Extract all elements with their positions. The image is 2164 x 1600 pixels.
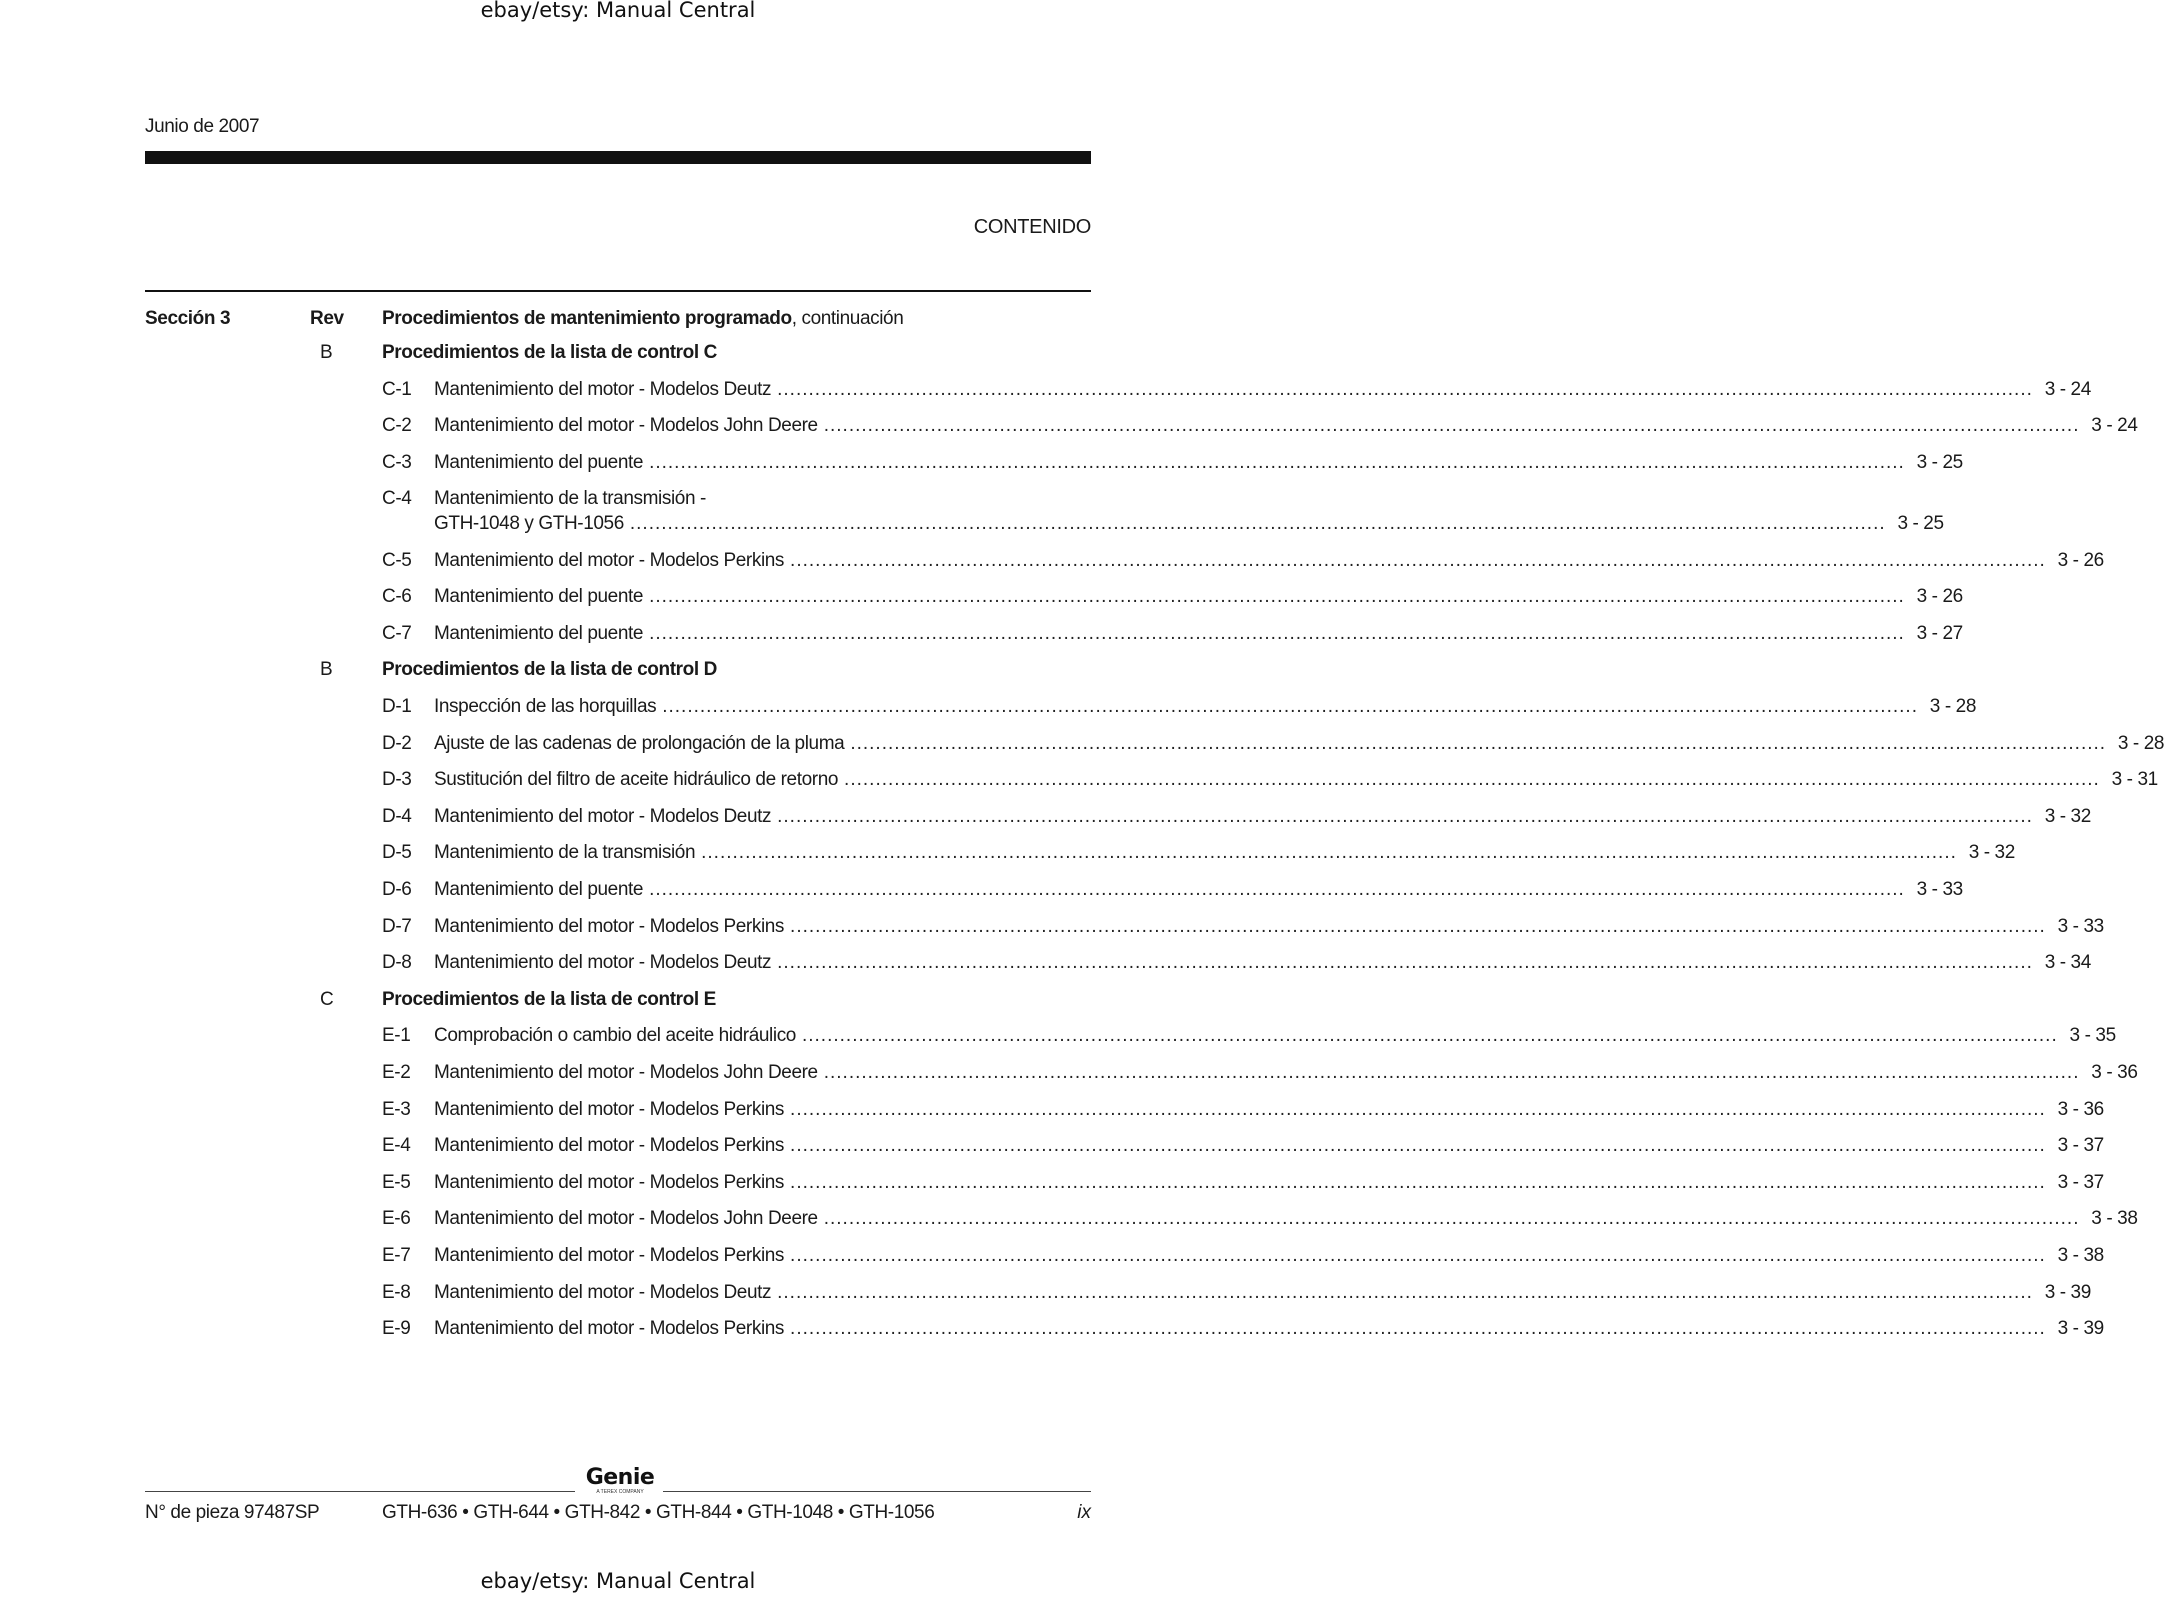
- leader-dots: ........................................................................................................................................................................................................: [629, 513, 1886, 535]
- leader-dots: ........................................................................................................................................................................................................: [823, 415, 2080, 437]
- entry-page: 3 - 28: [1929, 695, 1976, 717]
- entry-title: Mantenimiento del puente: [434, 586, 644, 608]
- leader-dots: ........................................................................................................................................................................................................: [801, 1025, 2058, 1047]
- toc-entry-row: [0, 1135, 2104, 1161]
- page-number: ix: [1077, 1502, 1091, 1523]
- group-title: Procedimientos de la lista de control C: [382, 342, 717, 363]
- leader-dots: ........................................................................................................................................................................................................: [777, 1281, 2033, 1303]
- toc-chapter-title: [382, 308, 903, 330]
- entry-page: 3 - 39: [2057, 1318, 2104, 1340]
- leader-dots: ........................................................................................................................................................................................................: [649, 586, 1905, 608]
- entry-page: 3 - 37: [2057, 1171, 2104, 1193]
- toc-entry-row: [0, 1061, 2138, 1088]
- genie-logo: [584, 1467, 656, 1495]
- entry-line: [434, 878, 1963, 901]
- entry-line: [434, 732, 2164, 755]
- entry-code: C-3: [382, 451, 412, 473]
- entry-title: Mantenimiento del motor - Modelos Deutz: [434, 805, 772, 827]
- leader-dots: ........................................................................................................................................................................................................: [790, 1098, 2046, 1120]
- toc-entry-row: [0, 769, 2158, 795]
- model-list: GTH-636 • GTH-644 • GTH-842 • GTH-844 • GTH-1048 • GTH-1056: [382, 1502, 935, 1523]
- entry-title: Mantenimiento del motor - Modelos Perkins: [434, 549, 785, 571]
- entry-line: [434, 513, 1944, 535]
- entry-code: D-6: [382, 878, 412, 900]
- leader-dots: ........................................................................................................................................................................................................: [662, 695, 1918, 717]
- entry-title: Mantenimiento del motor - Modelos Deutz: [434, 952, 772, 974]
- entry-line: [434, 1098, 2104, 1121]
- entry-title-line1: Mantenimiento de la transmisión -: [434, 488, 706, 510]
- entry-title: Mantenimiento del motor - Modelos Perkins: [434, 1098, 785, 1120]
- entry-line: [434, 1171, 2104, 1194]
- entry-code: E-2: [382, 1061, 411, 1083]
- entry-code: D-5: [382, 842, 412, 864]
- entry-page: 3 - 33: [1916, 878, 1963, 900]
- toc-entry-row: [0, 586, 1963, 612]
- entry-title: Mantenimiento del puente: [434, 878, 644, 900]
- toc-entry-row: [0, 732, 2164, 759]
- entry-title: Mantenimiento del motor - Modelos Perkins: [434, 1244, 785, 1266]
- entry-title: GTH-1048 y GTH-1056: [434, 513, 624, 535]
- toc-entry-row: [0, 488, 1236, 514]
- watermark-bottom: ebay/etsy: Manual Central: [480, 1569, 756, 1593]
- entry-line: [434, 1281, 2091, 1304]
- header-rule: [145, 151, 1091, 164]
- leader-dots: ........................................................................................................................................................................................................: [790, 1135, 2046, 1157]
- entry-line: [434, 1061, 2138, 1084]
- entry-line: [434, 842, 2015, 864]
- toc-entry-row: [0, 1025, 2116, 1051]
- entry-code: D-4: [382, 805, 412, 827]
- page-date: Junio de 2007: [145, 116, 260, 137]
- entry-line: [434, 586, 1963, 608]
- leader-dots: ........................................................................................................................................................................................................: [790, 1244, 2046, 1266]
- entry-page: 3 - 32: [1968, 842, 2015, 864]
- entry-code: E-9: [382, 1318, 411, 1340]
- leader-dots: ........................................................................................................................................................................................................: [790, 549, 2046, 571]
- entry-line: [434, 1208, 2138, 1230]
- toc-group-row: [0, 342, 1236, 368]
- toc-entry-row: [0, 1244, 2104, 1271]
- entry-code: D-2: [382, 732, 412, 754]
- entry-line: [434, 451, 1963, 474]
- toc-section-label: Sección 3: [145, 308, 231, 329]
- entry-page: 3 - 38: [2057, 1244, 2104, 1266]
- toc-entry-row: [0, 378, 2091, 405]
- leader-dots: ........................................................................................................................................................................................................: [790, 1318, 2046, 1340]
- rev-letter: C: [320, 988, 334, 1010]
- toc-entry-row: [0, 1318, 2104, 1344]
- entry-code: E-4: [382, 1135, 411, 1157]
- section-title: CONTENIDO: [973, 216, 1091, 238]
- entry-line: [434, 952, 2091, 974]
- entry-line: [434, 378, 2091, 401]
- toc-entry-row: [0, 915, 2104, 942]
- toc-entry-row: [0, 1171, 2104, 1198]
- entry-title: Mantenimiento del motor - Modelos John Deere: [434, 1208, 818, 1230]
- entry-code: E-8: [382, 1281, 411, 1303]
- divider: [145, 290, 1091, 292]
- leader-dots: ........................................................................................................................................................................................................: [823, 1208, 2080, 1230]
- entry-page: 3 - 24: [2044, 378, 2091, 400]
- toc-entry-row: [0, 1281, 2091, 1308]
- entry-title: Mantenimiento del motor - Modelos Perkins: [434, 1171, 785, 1193]
- entry-title: Ajuste de las cadenas de prolongación de la pluma: [434, 732, 845, 754]
- entry-code: E-6: [382, 1208, 411, 1230]
- entry-code: D-3: [382, 769, 412, 791]
- entry-code: E-7: [382, 1244, 411, 1266]
- entry-line: [434, 1244, 2104, 1267]
- toc-chapter-title-bold: Procedimientos de mantenimiento programado: [382, 308, 792, 329]
- entry-page: 3 - 24: [2091, 415, 2138, 437]
- entry-code: D-1: [382, 695, 412, 717]
- leader-dots: ........................................................................................................................................................................................................: [777, 805, 2033, 827]
- entry-line: [434, 805, 2091, 828]
- toc-entry-row: [0, 451, 1963, 478]
- entry-code: D-7: [382, 915, 412, 937]
- entry-page: 3 - 35: [2069, 1025, 2116, 1047]
- entry-page: 3 - 32: [2044, 805, 2091, 827]
- entry-code: D-8: [382, 952, 412, 974]
- toc-group-row: [0, 659, 1236, 685]
- entry-page: 3 - 26: [2057, 549, 2104, 571]
- leader-dots: ........................................................................................................................................................................................................: [777, 378, 2033, 400]
- leader-dots: ........................................................................................................................................................................................................: [649, 622, 1905, 644]
- entry-page: 3 - 25: [1897, 513, 1944, 535]
- toc-entry-row: [0, 842, 2015, 868]
- toc-entry-row: [0, 415, 2138, 441]
- leader-dots: ........................................................................................................................................................................................................: [777, 952, 2033, 974]
- entry-line: [434, 695, 1976, 718]
- entry-code: E-5: [382, 1171, 411, 1193]
- entry-code: C-6: [382, 586, 412, 608]
- rev-letter: B: [320, 342, 333, 363]
- rev-letter: B: [320, 659, 333, 681]
- entry-page: 3 - 38: [2091, 1208, 2138, 1230]
- entry-line: [434, 549, 2104, 572]
- footer-rule-left: [145, 1491, 575, 1492]
- leader-dots: ........................................................................................................................................................................................................: [823, 1061, 2080, 1083]
- entry-title: Comprobación o cambio del aceite hidráulico: [434, 1025, 796, 1047]
- part-number: N° de pieza 97487SP: [145, 1502, 320, 1523]
- group-title: Procedimientos de la lista de control D: [382, 659, 717, 681]
- entry-title: Mantenimiento del puente: [434, 622, 644, 644]
- genie-logo-tagline: A TEREX COMPANY: [596, 1489, 644, 1495]
- leader-dots: ........................................................................................................................................................................................................: [701, 842, 1957, 864]
- leader-dots: ........................................................................................................................................................................................................: [850, 732, 2107, 754]
- entry-code: C-4: [382, 488, 412, 510]
- group-title: Procedimientos de la lista de control E: [382, 988, 716, 1010]
- entry-line: [434, 622, 1963, 645]
- toc-entry-row: [0, 695, 1976, 722]
- entry-page: 3 - 25: [1916, 451, 1963, 473]
- watermark-top: ebay/etsy: Manual Central: [480, 0, 756, 22]
- entry-title: Inspección de las horquillas: [434, 695, 657, 717]
- leader-dots: ........................................................................................................................................................................................................: [649, 451, 1905, 473]
- entry-title: Mantenimiento de la transmisión: [434, 842, 696, 864]
- entry-title: Mantenimiento del motor - Modelos Perkins: [434, 915, 785, 937]
- entry-page: 3 - 33: [2057, 915, 2104, 937]
- entry-title: Mantenimiento del motor - Modelos Perkins: [434, 1135, 785, 1157]
- toc-entry-row-cont: [0, 513, 1944, 539]
- entry-line: [434, 1135, 2104, 1157]
- entry-title: Mantenimiento del motor - Modelos Perkins: [434, 1318, 785, 1340]
- entry-code: E-3: [382, 1098, 411, 1120]
- entry-title: Mantenimiento del motor - Modelos John Deere: [434, 415, 818, 437]
- leader-dots: ........................................................................................................................................................................................................: [844, 769, 2100, 791]
- toc-entry-row: [0, 622, 1963, 649]
- entry-line: [434, 1318, 2104, 1340]
- leader-dots: ........................................................................................................................................................................................................: [790, 915, 2046, 937]
- toc-group-row: [0, 989, 1236, 1015]
- entry-page: 3 - 26: [1916, 586, 1963, 608]
- entry-page: 3 - 36: [2091, 1061, 2138, 1083]
- toc-entry-row: [0, 805, 2091, 832]
- entry-code: C-5: [382, 549, 412, 571]
- toc-entry-row: [0, 952, 2091, 978]
- genie-logo-brand: Genie: [585, 1465, 655, 1490]
- entry-page: 3 - 36: [2057, 1098, 2104, 1120]
- entry-page: 3 - 27: [1916, 622, 1963, 644]
- toc-entry-row: [0, 878, 1963, 905]
- entry-page: 3 - 34: [2044, 952, 2091, 974]
- entry-line: [434, 415, 2138, 437]
- entry-code: C-1: [382, 378, 412, 400]
- entry-page: 3 - 31: [2111, 769, 2158, 791]
- leader-dots: ........................................................................................................................................................................................................: [790, 1171, 2046, 1193]
- entry-line: [434, 769, 2158, 791]
- entry-code: E-1: [382, 1025, 411, 1047]
- entry-title: Mantenimiento del motor - Modelos Deutz: [434, 378, 772, 400]
- entry-page: 3 - 28: [2117, 732, 2164, 754]
- entry-page: 3 - 37: [2057, 1135, 2104, 1157]
- leader-dots: ........................................................................................................................................................................................................: [649, 878, 1905, 900]
- toc-entry-row: [0, 1208, 2138, 1234]
- entry-page: 3 - 39: [2044, 1281, 2091, 1303]
- toc-chapter-title-suffix: , continuación: [791, 308, 904, 329]
- entry-title: Mantenimiento del puente: [434, 451, 644, 473]
- entry-line: [434, 1025, 2116, 1047]
- entry-title: Mantenimiento del motor - Modelos Deutz: [434, 1281, 772, 1303]
- toc-rev-label: Rev: [310, 308, 344, 329]
- entry-line: [434, 915, 2104, 938]
- entry-title: Sustitución del filtro de aceite hidráulico de retorno: [434, 769, 839, 791]
- toc-entry-row: [0, 549, 2104, 576]
- toc-entry-row: [0, 1098, 2104, 1125]
- entry-title: Mantenimiento del motor - Modelos John Deere: [434, 1061, 818, 1083]
- entry-code: C-2: [382, 415, 412, 437]
- entry-code: C-7: [382, 622, 412, 644]
- footer-rule-right: [663, 1491, 1091, 1492]
